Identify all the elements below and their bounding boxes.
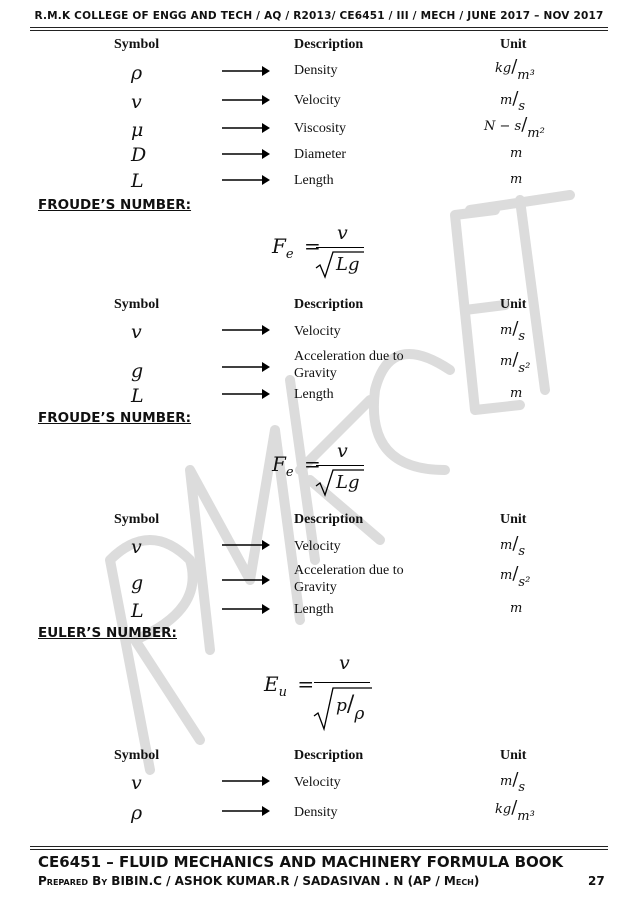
froude-numerator: v bbox=[337, 222, 348, 244]
description-column-header: Description bbox=[294, 512, 364, 527]
description-column-header: Description bbox=[294, 37, 364, 52]
unit-m-per-s: m/s bbox=[500, 533, 526, 559]
unit-n-s-per-m2: N − s/m² bbox=[484, 114, 545, 141]
symbol-v: v bbox=[131, 91, 142, 113]
unit-m: m bbox=[510, 601, 523, 616]
description-velocity: Velocity bbox=[294, 324, 341, 339]
arrow-right-icon bbox=[222, 775, 272, 787]
arrow-right-icon bbox=[222, 603, 272, 615]
unit-m: m bbox=[510, 386, 523, 401]
description-velocity: Velocity bbox=[294, 539, 341, 554]
symbol-mu: μ bbox=[131, 119, 144, 141]
description-velocity: Velocity bbox=[294, 93, 341, 108]
euler-equation: $E_u$ = bbox=[264, 672, 315, 700]
symbol-v: v bbox=[131, 321, 142, 343]
unit-column-header: Unit bbox=[500, 512, 527, 527]
description-viscosity: Viscosity bbox=[294, 121, 347, 136]
footer-authors: Prepared By BIBIN.C / ASHOK KUMAR.R / SADASIVAN . N (AP / Mech) bbox=[38, 874, 480, 888]
symbol-v: v bbox=[131, 772, 142, 794]
description-diameter: Diameter bbox=[294, 147, 347, 162]
arrow-right-icon bbox=[222, 574, 272, 586]
symbol-v: v bbox=[131, 536, 142, 558]
header-rule bbox=[30, 27, 608, 28]
header-rule-2 bbox=[30, 30, 608, 31]
description-density: Density bbox=[294, 805, 338, 820]
description-column-header: Description bbox=[294, 297, 364, 312]
unit-column-header: Unit bbox=[500, 297, 527, 312]
symbol-l: L bbox=[131, 600, 144, 622]
unit-kg-per-m3: kg/m³ bbox=[495, 797, 535, 824]
arrow-right-icon bbox=[222, 388, 272, 400]
description-acceleration-due-to-gravity: Acceleration due to Gravity bbox=[294, 349, 404, 381]
arrow-right-icon bbox=[222, 94, 272, 106]
unit-m-per-s2: m/s² bbox=[500, 563, 531, 590]
page-number: 27 bbox=[588, 874, 605, 888]
unit-m-per-s: m/s bbox=[500, 318, 526, 344]
froude-denominator: Lg bbox=[336, 472, 360, 493]
description-column-header: Description bbox=[294, 748, 364, 763]
symbol-d: D bbox=[131, 144, 147, 166]
unit-m: m bbox=[510, 146, 523, 161]
unit-m-per-s2: m/s² bbox=[500, 349, 531, 376]
arrow-right-icon bbox=[222, 324, 272, 336]
froude-equation: $F_e$ = bbox=[272, 234, 321, 262]
symbol-rho: ρ bbox=[131, 62, 143, 84]
arrow-right-icon bbox=[222, 122, 272, 134]
description-acceleration-due-to-gravity: Acceleration due to Gravity bbox=[294, 563, 404, 595]
unit-m-per-s: m/s bbox=[500, 88, 526, 114]
arrow-right-icon bbox=[222, 65, 272, 77]
symbol-column-header: Symbol bbox=[114, 512, 160, 527]
froude-equation: $F_e$ = bbox=[272, 452, 321, 480]
fraction-bar bbox=[316, 247, 364, 248]
fraction-bar bbox=[314, 682, 370, 683]
symbol-g: g bbox=[131, 572, 144, 594]
description-length: Length bbox=[294, 173, 334, 188]
arrow-right-icon bbox=[222, 539, 272, 551]
section-title-froude-number: FROUDE’S NUMBER: bbox=[38, 410, 192, 426]
symbol-column-header: Symbol bbox=[114, 297, 160, 312]
froude-denominator: Lg bbox=[336, 254, 360, 275]
arrow-right-icon bbox=[222, 805, 272, 817]
symbol-l: L bbox=[131, 385, 144, 407]
page-header: R.M.K COLLEGE OF ENGG AND TECH / AQ / R2013/ CE6451 / III / MECH / JUNE 2017 – NOV 2017 bbox=[34, 10, 604, 22]
unit-kg-per-m3: kg/m³ bbox=[495, 56, 535, 83]
section-title-froude-number: FROUDE’S NUMBER: bbox=[38, 197, 192, 213]
unit-m-per-s: m/s bbox=[500, 769, 526, 795]
arrow-right-icon bbox=[222, 361, 272, 373]
unit-column-header: Unit bbox=[500, 748, 527, 763]
section-title-euler-number: EULER’S NUMBER: bbox=[38, 625, 177, 641]
fraction-bar bbox=[316, 465, 364, 466]
description-density: Density bbox=[294, 63, 338, 78]
symbol-column-header: Symbol bbox=[114, 748, 160, 763]
symbol-g: g bbox=[131, 360, 144, 382]
symbol-column-header: Symbol bbox=[114, 37, 160, 52]
description-length: Length bbox=[294, 387, 334, 402]
footer-rule bbox=[30, 846, 608, 847]
symbol-rho: ρ bbox=[131, 802, 143, 824]
arrow-right-icon bbox=[222, 174, 272, 186]
symbol-l: L bbox=[131, 170, 144, 192]
footer-book-title: CE6451 – FLUID MECHANICS AND MACHINERY FORMULA BOOK bbox=[38, 853, 564, 871]
froude-numerator: v bbox=[337, 440, 348, 462]
footer-rule-2 bbox=[30, 849, 608, 850]
description-velocity: Velocity bbox=[294, 775, 341, 790]
euler-numerator: v bbox=[339, 652, 350, 674]
description-length: Length bbox=[294, 602, 334, 617]
arrow-right-icon bbox=[222, 148, 272, 160]
euler-denominator: p/ρ bbox=[336, 692, 365, 724]
unit-column-header: Unit bbox=[500, 37, 527, 52]
unit-m: m bbox=[510, 172, 523, 187]
